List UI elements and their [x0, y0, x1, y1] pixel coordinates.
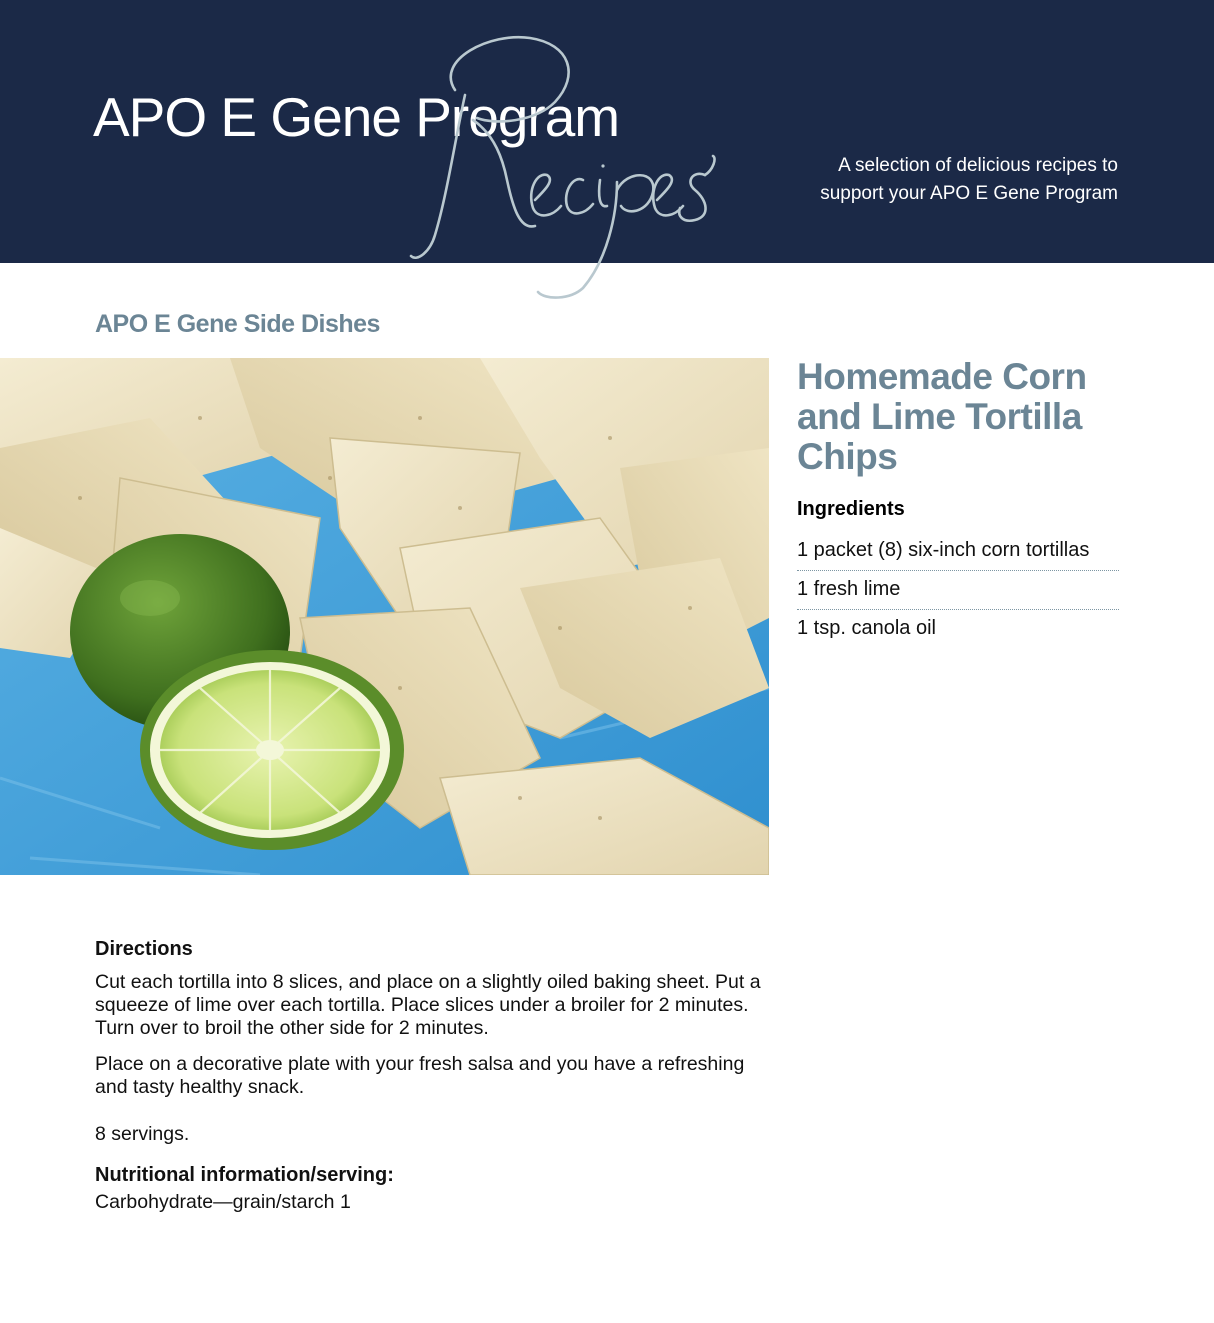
- ingredient-item: 1 fresh lime: [797, 571, 1119, 610]
- tagline-line-2: support your APO E Gene Program: [820, 183, 1118, 204]
- nutrition-value: Carbohydrate—grain/starch 1: [95, 1191, 351, 1213]
- nutrition-heading: Nutritional information/serving:: [95, 1164, 394, 1186]
- ingredient-item: 1 tsp. canola oil: [797, 617, 936, 639]
- program-title: APO E Gene Program: [93, 86, 620, 148]
- ingredients-heading: Ingredients: [797, 498, 905, 520]
- directions-p1-line-2: squeeze of lime over each tortilla. Place slices under a broiler for 2 minutes.: [95, 994, 749, 1016]
- recipe-title: [797, 357, 1127, 477]
- tortilla-chips-with-lime-photo: [0, 358, 769, 875]
- section-label: APO E Gene Side Dishes: [95, 310, 380, 338]
- recipe-title-line-3: Chips: [797, 436, 898, 477]
- recipe-title-line-2: and Lime Tortilla: [797, 396, 1082, 437]
- recipes-script-logo: [395, 30, 730, 305]
- directions-p1-line-1: Cut each tortilla into 8 slices, and place on a slightly oiled baking sheet. Put a: [95, 971, 761, 993]
- directions-p2-line-1: Place on a decorative plate with your fresh salsa and you have a refreshing: [95, 1053, 745, 1075]
- directions-paragraph-1: [95, 971, 775, 1040]
- directions-section: [95, 938, 775, 1214]
- directions-p1-line-3: Turn over to broil the other side for 2 minutes.: [95, 1017, 489, 1039]
- tagline-line-1: A selection of delicious recipes to: [838, 155, 1118, 176]
- directions-paragraph-2: [95, 1053, 775, 1099]
- directions-heading: Directions: [95, 938, 193, 960]
- directions-p2-line-2: and tasty healthy snack.: [95, 1076, 305, 1098]
- recipe-title-line-1: Homemade Corn: [797, 356, 1087, 397]
- servings-text: 8 servings.: [95, 1123, 190, 1145]
- header-tagline: [820, 152, 1118, 208]
- ingredients-list: [797, 532, 1119, 649]
- ingredient-item: 1 packet (8) six-inch corn tortillas: [797, 532, 1119, 571]
